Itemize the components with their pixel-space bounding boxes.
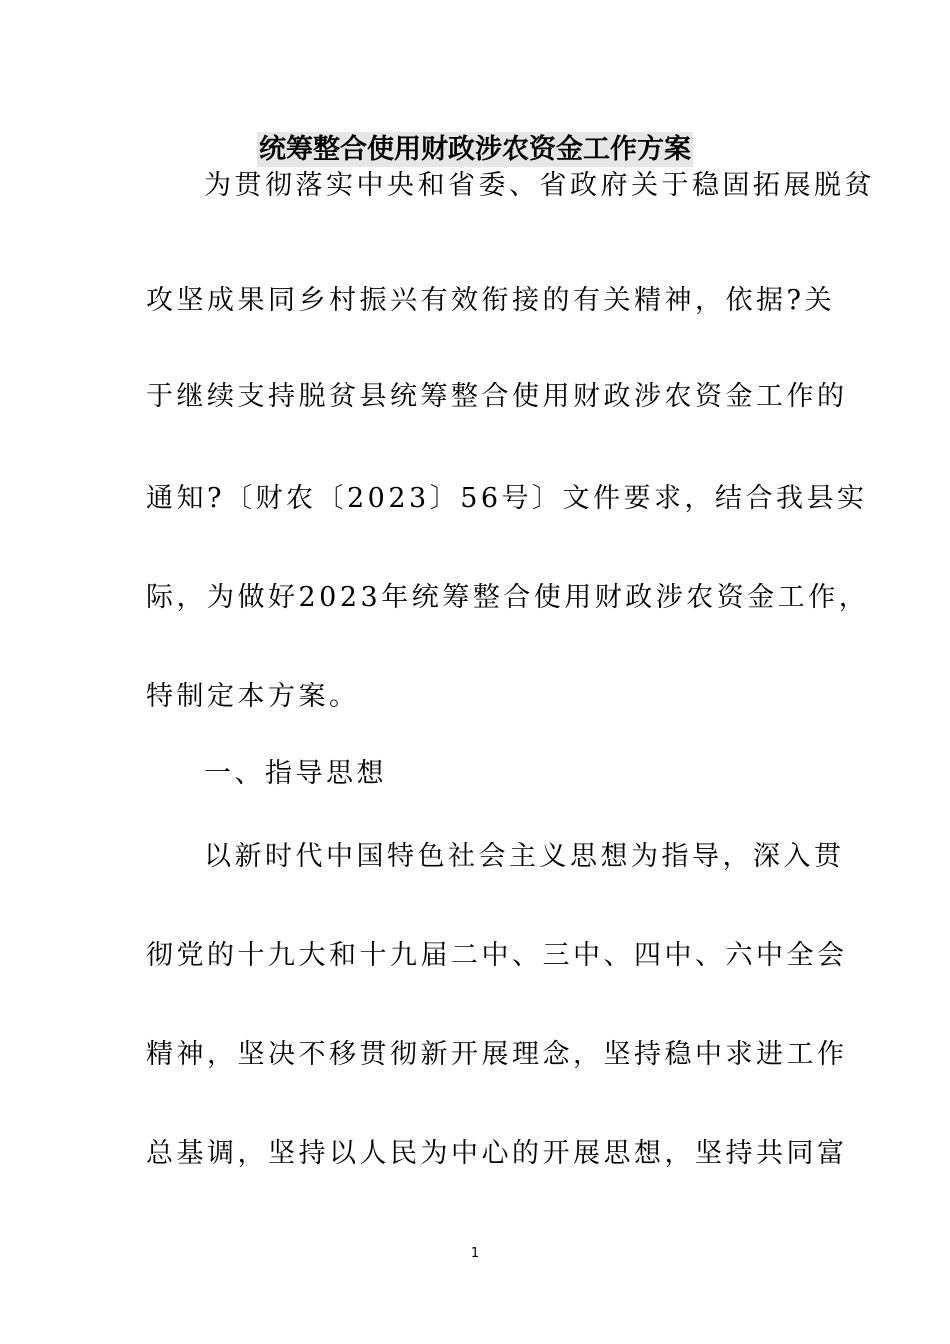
paragraph-line: 以新时代中国特色社会主义思想为指导，深入贯 (204, 841, 845, 872)
document-title-text: 统筹整合使用财政涉农资金工作方案 (259, 134, 691, 165)
page-number: 1 (470, 1246, 480, 1261)
section-heading: 一、指导思想 (204, 758, 387, 789)
paragraph-line: 通知?〔财农〔2023〕56号〕文件要求，结合我县实 (146, 483, 868, 514)
paragraph-line: 于继续支持脱贫县统筹整合使用财政涉农资金工作的 (146, 381, 848, 412)
paragraph-line: 精神，坚决不移贯彻新开展理念，坚持稳中求进工作 (146, 1039, 848, 1070)
paragraph-line: 总基调，坚持以人民为中心的开展思想，坚持共同富 (146, 1138, 848, 1169)
paragraph-line: 为贯彻落实中央和省委、省政府关于稳固拓展脱贫 (204, 170, 875, 201)
paragraph-line: 际，为做好2023年统筹整合使用财政涉农资金工作， (146, 582, 870, 613)
paragraph-line: 彻党的十九大和十九届二中、三中、四中、六中全会 (146, 940, 848, 971)
paragraph-line: 特制定本方案。 (146, 681, 360, 712)
paragraph-line: 攻坚成果同乡村振兴有效衔接的有关精神，依据?关 (146, 285, 835, 316)
